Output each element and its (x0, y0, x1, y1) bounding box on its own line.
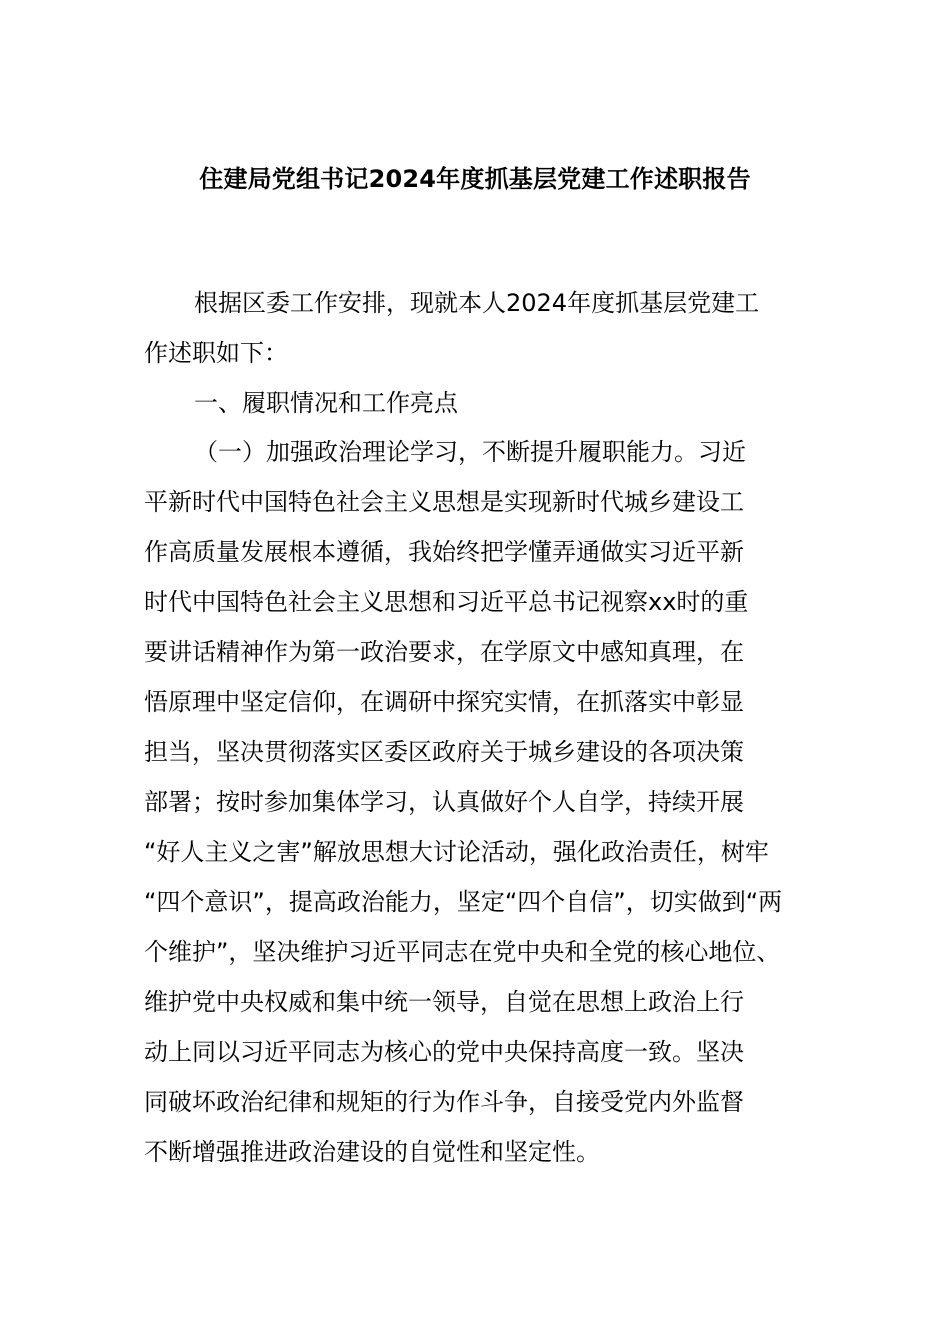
paragraph-line: 动上同以习近平同志为核心的党中央保持高度一致。坚决 (144, 1038, 744, 1066)
intro-line-2: 作述职如下： (144, 339, 288, 367)
intro-line-1: 根据区委工作安排，现就本人2024年度抓基层党建工 (194, 289, 760, 317)
paragraph-line: 部署；按时参加集体学习，认真做好个人自学，持续开展 (144, 788, 744, 816)
paragraph-line: 个维护”，坚决维护习近平同志在党中央和全党的核心地位、 (144, 938, 781, 966)
paragraph-line: “好人主义之害”解放思想大讨论活动，强化政治责任，树牢 (144, 838, 769, 866)
paragraph-line: “四个意识”，提高政治能力，坚定“四个自信”，切实做到“两 (144, 888, 783, 916)
paragraph-line: 担当，坚决贯彻落实区委区政府关于城乡建设的各项决策 (144, 738, 744, 766)
paragraph-line: 同破坏政治纪律和规矩的行为作斗争，自接受党内外监督 (144, 1088, 744, 1116)
paragraph-line: 时代中国特色社会主义思想和习近平总书记视察xx时的重 (144, 588, 749, 616)
paragraph-line: （一）加强政治理论学习，不断提升履职能力。习近 (194, 438, 746, 466)
paragraph-line: 悟原理中坚定信仰，在调研中探究实情，在抓落实中彰显 (144, 688, 744, 716)
document-title: 住建局党组书记2024年度抓基层党建工作述职报告 (199, 165, 751, 193)
paragraph-line: 不断增强推进政治建设的自觉性和坚定性。 (144, 1138, 600, 1166)
paragraph-line: 作高质量发展根本遵循，我始终把学懂弄通做实习近平新 (144, 538, 744, 566)
section-heading: 一、履职情况和工作亮点 (194, 389, 458, 417)
paragraph-line: 平新时代中国特色社会主义思想是实现新时代城乡建设工 (144, 488, 744, 516)
paragraph-line: 维护党中央权威和集中统一领导，自觉在思想上政治上行 (144, 988, 744, 1016)
paragraph-line: 要讲话精神作为第一政治要求，在学原文中感知真理，在 (144, 638, 744, 666)
